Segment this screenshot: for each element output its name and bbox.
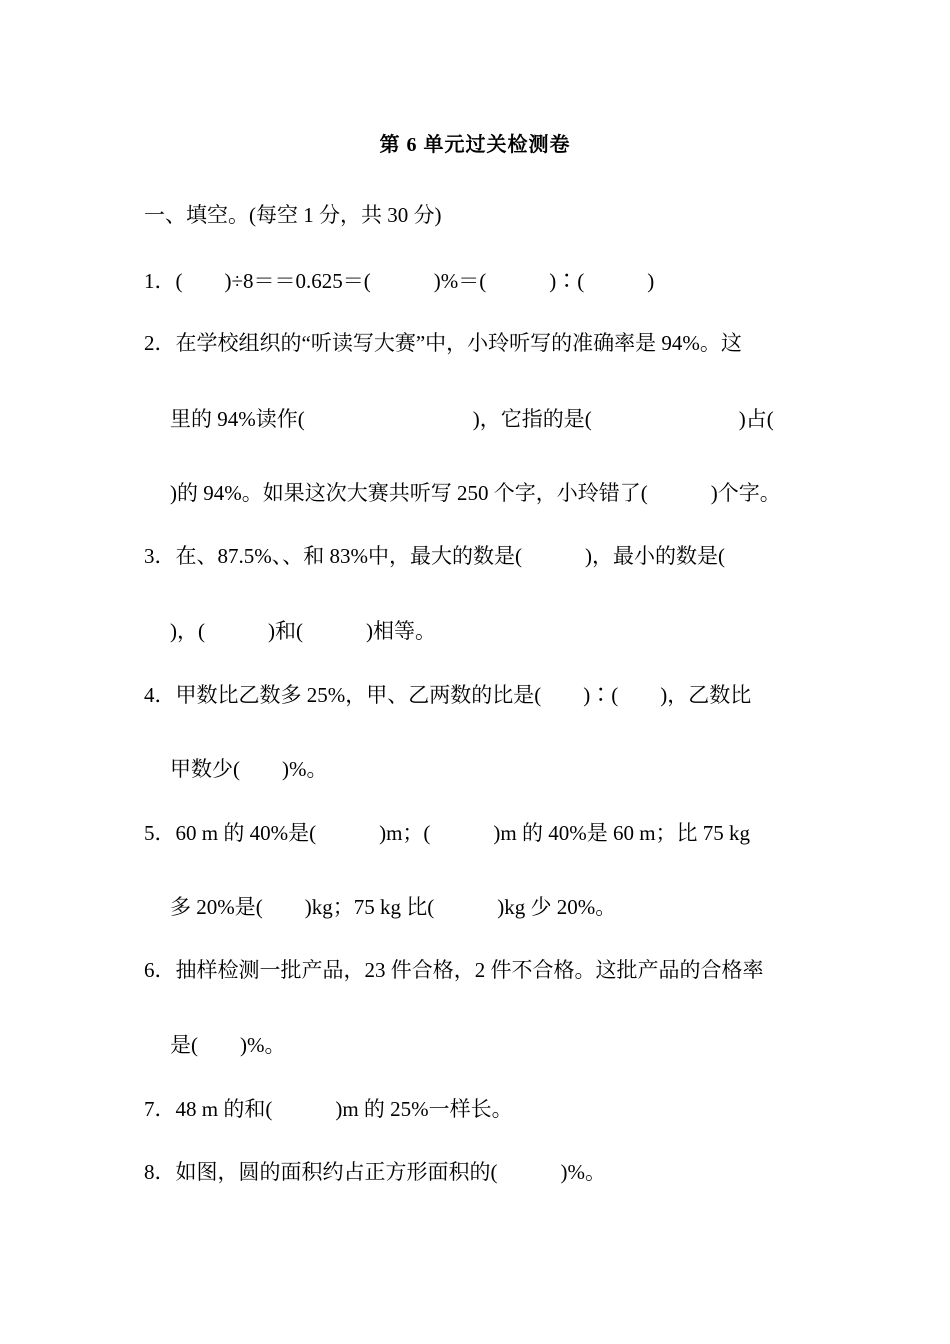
page-title: 第 6 单元过关检测卷 [379, 134, 571, 156]
question-2-line-2: 里的 94%读作( )，它指的是( )占( [170, 407, 774, 431]
question-1-line-1: 1．( )÷8＝＝0.625＝( )%＝( )∶( ) [144, 269, 655, 293]
question-5-line-1: 5．60 m 的 40%是( )m；( )m 的 40%是 60 m；比 75 kg [144, 821, 751, 845]
section-heading: 一、填空。(每空 1 分，共 30 分) [144, 203, 442, 227]
question-8-line-1: 8．如图，圆的面积约占正方形面积的( )%。 [144, 1160, 606, 1184]
question-4-line-2: 甲数少( )%。 [170, 757, 328, 781]
question-3-line-1: 3．在、87.5%、、和 83%中，最大的数是( )，最小的数是( [144, 544, 725, 568]
question-5-line-2: 多 20%是( )kg；75 kg 比( )kg 少 20%。 [170, 895, 617, 919]
question-7-line-1: 7．48 m 的和( )m 的 25%一样长。 [144, 1097, 513, 1121]
question-3-line-2: )，( )和( )相等。 [170, 619, 436, 643]
question-2-line-3: )的 94%。如果这次大赛共听写 250 个字，小玲错了( )个字。 [170, 481, 781, 505]
question-6-line-1: 6．抽样检测一批产品，23 件合格，2 件不合格。这批产品的合格率 [144, 958, 764, 982]
question-2-line-1: 2．在学校组织的“听读写大赛”中，小玲听写的准确率是 94%。这 [144, 331, 742, 355]
question-4-line-1: 4．甲数比乙数多 25%，甲、乙两数的比是( )∶( )，乙数比 [144, 683, 752, 707]
question-6-line-2: 是( )%。 [170, 1033, 286, 1057]
